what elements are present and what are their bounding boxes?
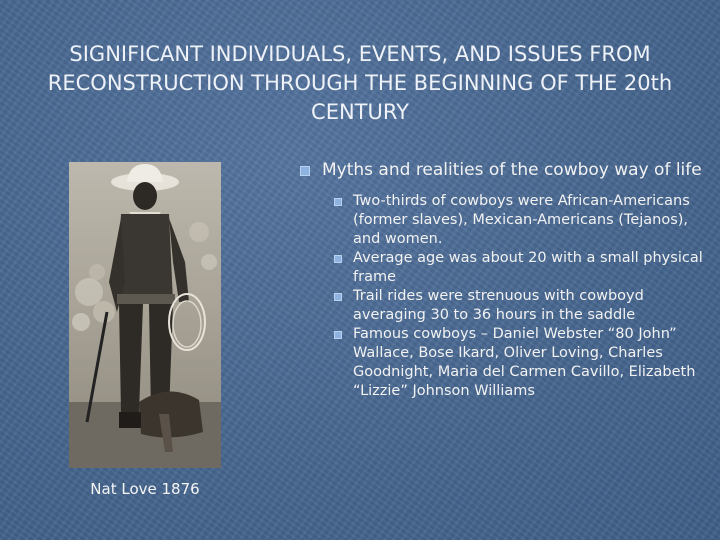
sub-bullet [300, 192, 710, 249]
main-bullet [300, 160, 710, 180]
photo-caption: Nat Love 1876 [90, 480, 200, 498]
bullet-square-icon [334, 198, 342, 206]
sub-bullet [300, 325, 710, 401]
sub-bullet-text: Famous cowboys – Daniel Webster “80 John” Wallace, Bose Ikard, Oliver Loving, Charles Goodnight, Maria del Carmen Cavillo, Elizabeth “Lizzie” Johnson Williams [353, 326, 696, 399]
sub-bullet-list [300, 192, 710, 401]
slide-title: SIGNIFICANT INDIVIDUALS, EVENTS, AND ISSUES FROM RECONSTRUCTION THROUGH THE BEGINNING OF THE 20th CENTURY [47, 42, 673, 124]
bullet-square-icon [334, 255, 342, 263]
sub-bullet-text: Trail rides were strenuous with cowboyd averaging 30 to 36 hours in the saddle [353, 288, 644, 323]
sub-bullet-text: Two-thirds of cowboys were African-Americans (former slaves), Mexican-Americans (Tejanos), and women. [353, 193, 690, 247]
content-area [300, 160, 710, 401]
bullet-square-icon [334, 293, 342, 301]
main-bullet-text: Myths and realities of the cowboy way of life [322, 160, 702, 180]
cowboy-photo [69, 162, 221, 468]
sub-bullet [300, 287, 710, 325]
sub-bullet-text: Average age was about 20 with a small physical frame [353, 250, 703, 285]
bullet-square-icon [300, 166, 310, 176]
bullet-square-icon [334, 331, 342, 339]
sub-bullet [300, 249, 710, 287]
